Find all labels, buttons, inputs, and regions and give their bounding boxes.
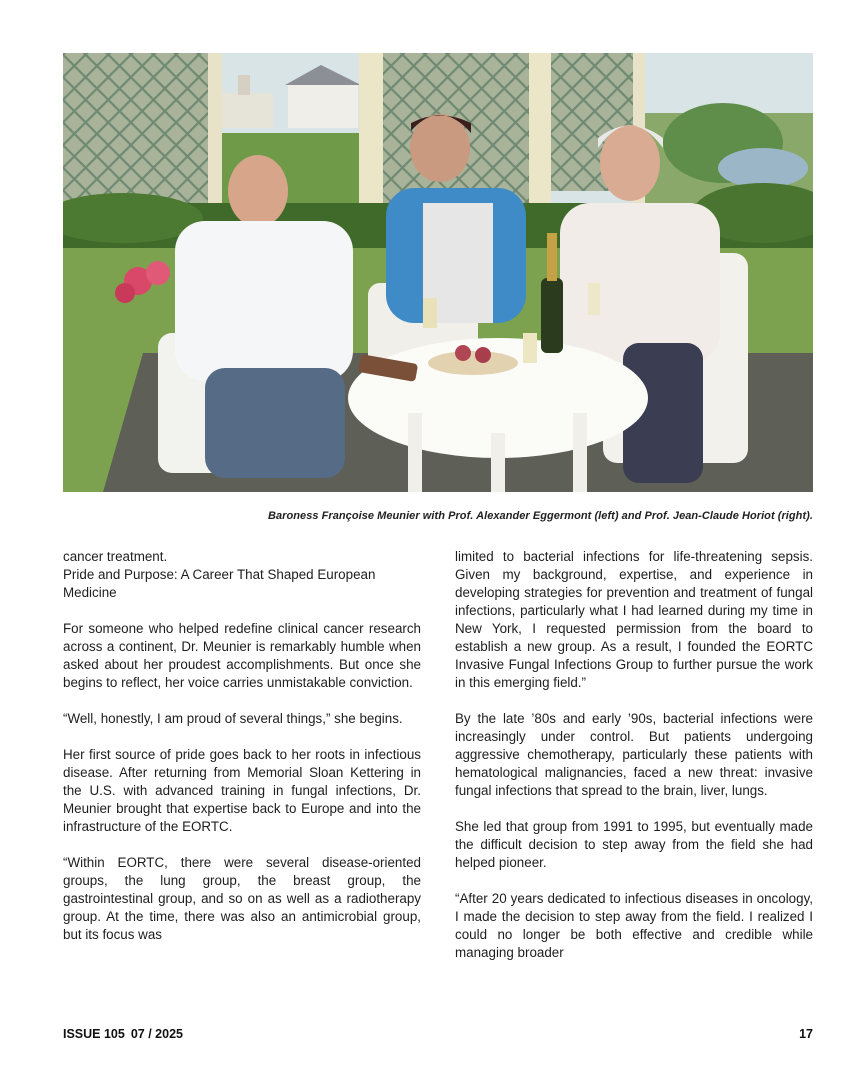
issue-number: ISSUE 105 [63,1027,125,1041]
paragraph: She led that group from 1991 to 1995, but eventually made the difficult decision to step away from the field she had helped pioneer. [455,819,813,870]
issue-footer [63,1027,189,1041]
section-subheading: Pride and Purpose: A Career That Shaped European Medicine [63,567,376,600]
page-number: 17 [799,1027,813,1041]
article-column-left [63,548,421,962]
paragraph: “Within EORTC, there were several disease-oriented groups, the lung group, the breast group, the gastrointestinal group, and so on as well as a radiotherapy group. At the time, there was also an antimicrobial group, but its focus was [63,855,421,942]
paragraph: For someone who helped redefine clinical cancer research across a continent, Dr. Meunier is remarkably humble when asked about her proudest accomplishments. But once she begins to reflect, her voice carries unmistakable conviction. [63,621,421,690]
paragraph: “Well, honestly, I am proud of several things,” she begins. [63,711,403,726]
article-photo [63,53,813,492]
issue-date: 07 / 2025 [130,1027,183,1041]
photo-caption: Baroness Françoise Meunier with Prof. Alexander Eggermont (left) and Prof. Jean-Claude Horiot (right). [268,510,813,522]
paragraph: cancer treatment. [63,549,168,564]
article-column-right [455,548,813,980]
paragraph: “After 20 years dedicated to infectious diseases in oncology, I made the decision to step away from the field. I realized I could no longer be both effective and credible while managing broader [455,891,813,960]
paragraph: limited to bacterial infections for life-threatening sepsis. Given my background, expertise, and experience in developing strategies for prevention and treatment of fungal infections, particularly what I had learned during my time in New York, I requested permission from the board to establish a new group. As a result, I founded the EORTC Invasive Fungal Infections Group to further pursue the work in this emerging field.” [455,549,813,690]
paragraph: By the late ’80s and early ’90s, bacterial infections were increasingly under control. But patients undergoing aggressive chemotherapy, particularly these patients with hematological malignancies, faced a new threat: invasive fungal infections that spread to the brain, liver, lungs. [455,711,813,798]
paragraph: Her first source of pride goes back to her roots in infectious disease. After returning from Memorial Sloan Kettering in the U.S. with advanced training in fungal infections, Dr. Meunier brought that expertise back to Europe and into the infrastructure of the EORTC. [63,747,421,834]
